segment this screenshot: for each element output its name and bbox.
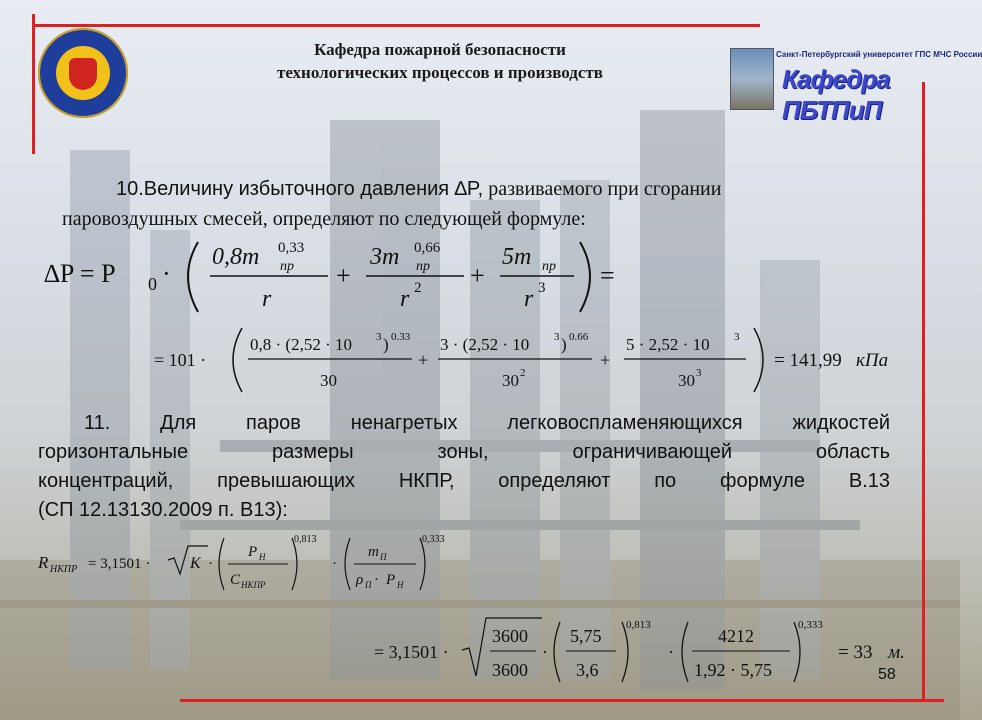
f2-t2-num-b: ) [561, 335, 567, 354]
f2-prefix: = 101 · [154, 350, 207, 370]
f1-t2-den-sup: 2 [414, 280, 422, 296]
f3-f2-den-b: P [386, 572, 396, 588]
f4-sqrt-den: 3600 [492, 660, 528, 680]
item-11-line-1: 11. Для паров ненагретых легковоспламеняющихся жидкостей [84, 412, 890, 434]
f4-result: = 33 [838, 642, 873, 663]
svg-text:+: + [600, 350, 611, 370]
f2-t2-num-exp: 0.66 [569, 331, 589, 343]
f2-result: = 141,99 [774, 350, 842, 371]
header-line-1: Кафедра пожарной безопасности [314, 40, 566, 59]
item-11-line-4: (СП 12.13130.2009 п. В13): [38, 499, 288, 521]
f2-t3-den-sup: 3 [696, 367, 702, 379]
svg-text:·: · [332, 556, 337, 572]
svg-text:+: + [470, 261, 485, 290]
f1-lhs: ∆P = P [44, 259, 116, 288]
f1-lhs-sub: 0 [148, 274, 157, 294]
f1-t3-sub: пр [542, 259, 556, 274]
f3-f1-den-sub: НКПР [241, 580, 266, 590]
department-logo [730, 48, 982, 125]
f2-t2-den: 30 [502, 371, 519, 390]
f3-lhs-sub: НКПР [50, 564, 78, 575]
f4-coef: = 3,1501 · [374, 642, 449, 662]
f2-t1-num-b: ) [383, 335, 389, 354]
f3-f1-exp: 0,813 [294, 534, 317, 545]
f3-sqrt-arg: K [190, 555, 201, 572]
slide-header [180, 38, 700, 84]
item-11-line-3: концентраций, превышающих НКПР, определяют по формуле В.13 [38, 470, 890, 492]
svg-text:·: · [542, 642, 548, 662]
f1-t1-sub: пр [280, 259, 294, 274]
f1-t2-num: 3m [370, 244, 400, 270]
f2-t1-num-exp: 0.33 [391, 331, 411, 343]
f1-t1-num: 0,8m [212, 244, 260, 270]
f1-t2-den: r [400, 286, 410, 312]
f1-t2-sup: 0,66 [414, 240, 441, 256]
formula-pressure-computed [150, 326, 930, 396]
formula-pressure-general [30, 238, 950, 318]
f3-f2-den-a: ρ [356, 572, 364, 588]
f4-unit: м. [888, 642, 905, 663]
f3-f2-num-sub: П [380, 552, 387, 562]
f2-unit: кПа [856, 350, 889, 371]
f4-f1-den: 3,6 [576, 660, 599, 680]
frame-line-top [32, 24, 760, 27]
f2-t2-num-sup: 3 [554, 331, 560, 343]
logo-title: Кафедра ПБТПиП [782, 64, 890, 125]
f1-t3-den-sup: 3 [538, 280, 546, 296]
f1-t3-num: 5m [502, 244, 532, 270]
f1-t1-den: r [262, 286, 272, 312]
f3-f1-num: P [248, 544, 258, 560]
f4-f2-den: 1,92 · 5,75 [694, 660, 772, 680]
f3-f2-den-a-sub: П [365, 580, 372, 590]
f2-t2-num-a: 3 · (2,52 · 10 [440, 335, 530, 354]
f2-t1-num-a: 0,8 · (2,52 · 10 [250, 335, 352, 354]
f4-f2-num: 4212 [718, 626, 754, 646]
item-10-line-2: паровоздушных смесей, определяют по следующей формуле: [62, 208, 586, 230]
f2-t3-num-a: 5 · 2,52 · 10 [626, 335, 710, 354]
svg-text:·: · [668, 642, 674, 662]
f4-f1-num: 5,75 [570, 626, 602, 646]
refinery-photo-icon [730, 48, 774, 110]
page-number: 58 [878, 666, 896, 683]
university-emblem-icon [38, 28, 128, 118]
f2-t1-den: 30 [320, 371, 337, 390]
svg-text:·: · [162, 259, 171, 288]
f4-f1-exp: 0,813 [626, 619, 651, 631]
f3-f2-exp: 0,333 [422, 534, 445, 545]
f1-eq: = [600, 261, 615, 290]
svg-text:+: + [418, 350, 429, 370]
f1-t3-den: r [524, 286, 534, 312]
svg-text:·: · [208, 556, 213, 572]
logo-caption: Санкт-Петербургский университет ГПС МЧС России [776, 50, 982, 59]
item-10-rest: развиваемого при сгорании [483, 178, 722, 200]
f1-t2-sub: пр [416, 259, 430, 274]
f3-f1-num-sub: Н [259, 552, 266, 562]
f3-f1-den: C [230, 572, 241, 588]
item-10-line-1 [116, 178, 721, 201]
f3-coef: = 3,1501 · [88, 556, 151, 572]
f3-f2-den-b-sub: Н [397, 580, 404, 590]
f4-sqrt-num: 3600 [492, 626, 528, 646]
f2-t2-den-sup: 2 [520, 367, 526, 379]
f3-lhs: R [38, 553, 49, 572]
header-line-2: технологических процессов и производств [277, 63, 603, 82]
f3-f2-num: m [368, 544, 379, 560]
f2-t3-den: 30 [678, 371, 695, 390]
frame-line-bottom [180, 699, 944, 702]
svg-text:+: + [336, 261, 351, 290]
formula-radius-computed [372, 614, 932, 690]
svg-text:·: · [374, 572, 379, 588]
item-11-line-2: горизонтальные размеры зоны, ограничивающей область [38, 441, 890, 463]
frame-line-left [32, 14, 35, 154]
f4-f2-exp: 0,333 [798, 619, 823, 631]
f2-t1-num-sup: 3 [376, 331, 382, 343]
f1-t1-sup: 0,33 [278, 240, 305, 256]
item-10-lead: 10.Величину избыточного давления ∆P, [116, 178, 484, 200]
formula-radius-general [36, 530, 496, 600]
f2-t3-num-sup: 3 [734, 331, 740, 343]
